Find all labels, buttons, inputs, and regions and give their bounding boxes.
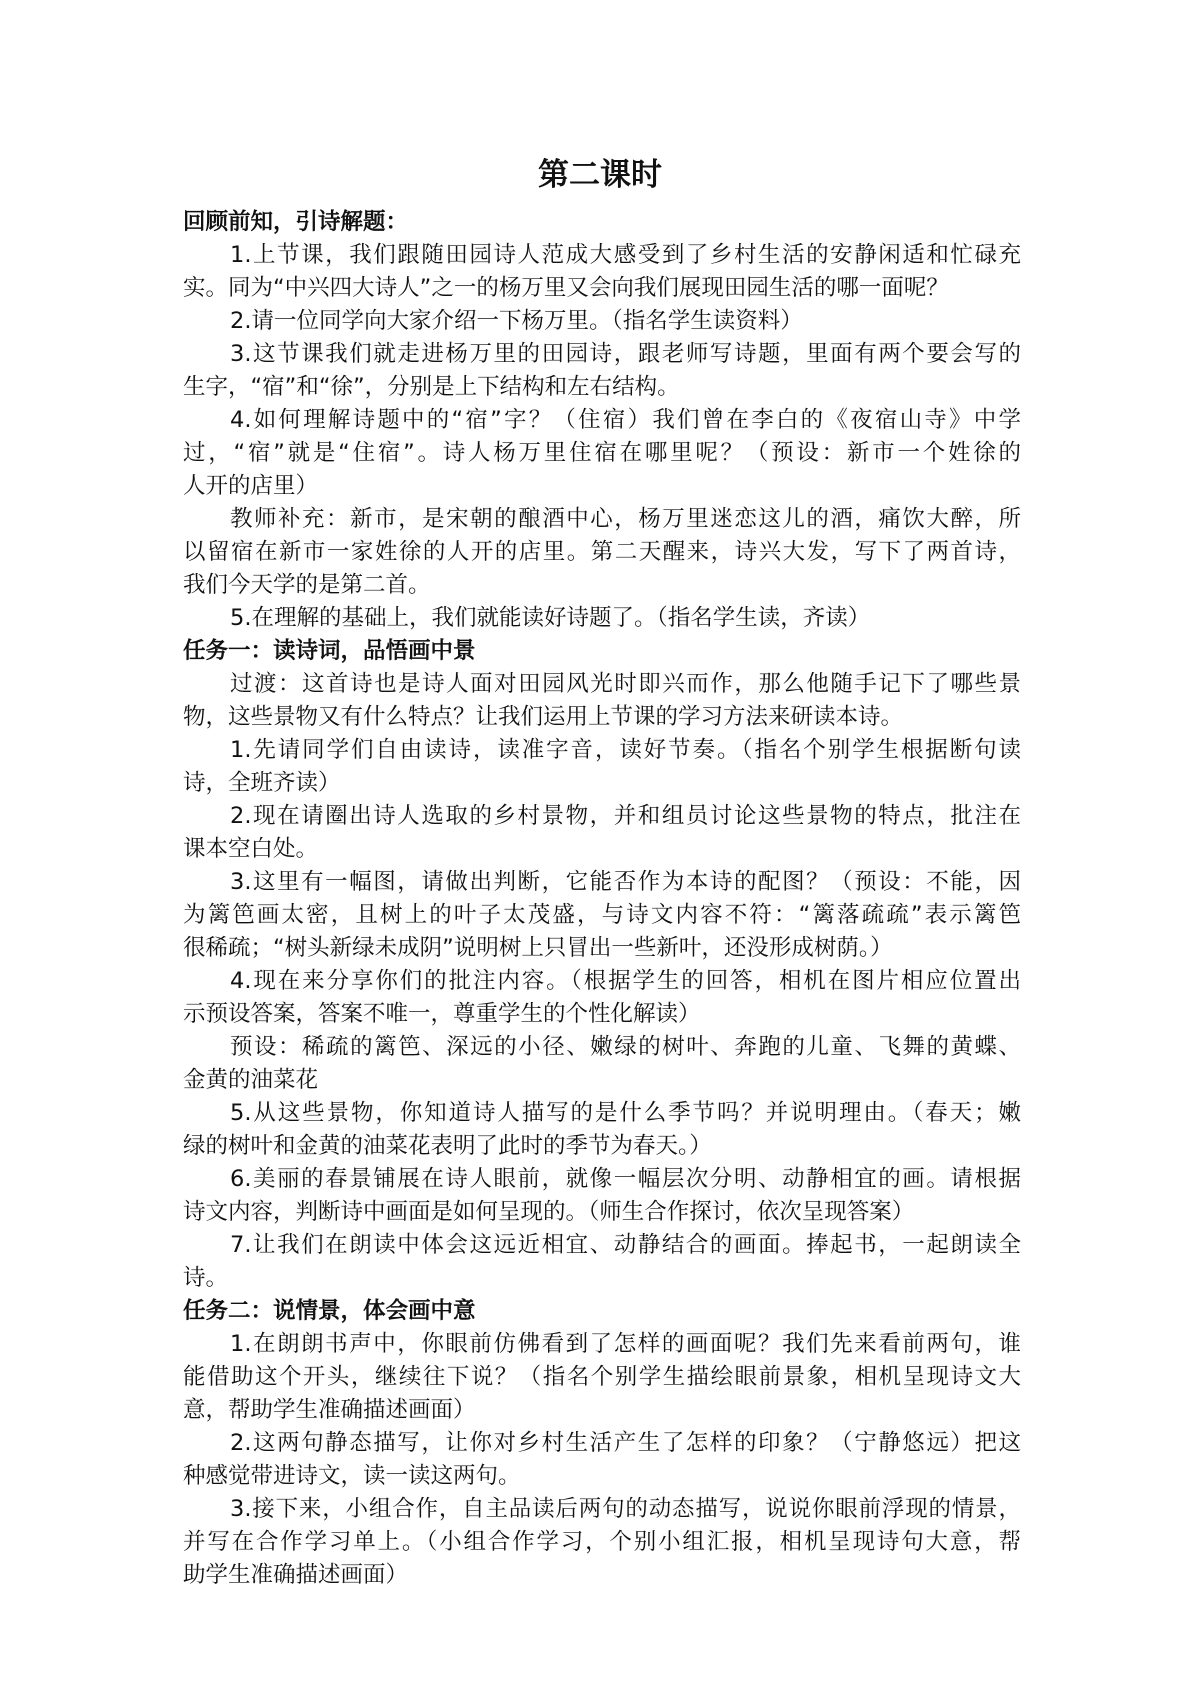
text-line: 课本空白处。 (183, 836, 319, 862)
document-body (183, 206, 1021, 1592)
text-line: 2.这两句静态描写，让你对乡村生活产生了怎样的印象？（宁静悠远）把这 (230, 1430, 1021, 1456)
text-line: 诗文内容，判断诗中画面是如何呈现的。（师生合作探讨，依次呈现答案） (183, 1199, 915, 1225)
text-line: 5.在理解的基础上，我们就能读好诗题了。（指名学生读，齐读） (230, 605, 871, 631)
text-line: 种感觉带进诗文，读一读这两句。 (183, 1463, 521, 1489)
text-line: 为篱笆画太密，且树上的叶子太茂盛，与诗文内容不符：“篱落疏疏”表示篱笆 (183, 902, 1021, 928)
text-line: 金黄的油菜花 (183, 1067, 319, 1093)
text-line: 4.现在来分享你们的批注内容。（根据学生的回答，相机在图片相应位置出 (230, 968, 1021, 994)
text-line: 人开的店里） (183, 473, 319, 499)
section-heading: 回顾前知，引诗解题： (183, 209, 409, 235)
text-line: 并写在合作学习单上。（小组合作学习，个别小组汇报，相机呈现诗句大意，帮 (183, 1529, 1021, 1555)
text-line: 教师补充：新市，是宋朝的酿酒中心，杨万里迷恋这儿的酒，痛饮大醉，所 (230, 506, 1021, 532)
text-line: 生字，“宿”和“徐”，分别是上下结构和左右结构。 (183, 374, 680, 400)
text-line: 4.如何理解诗题中的“宿”字？（住宿）我们曾在李白的《夜宿山寺》中学 (230, 407, 1021, 433)
text-line: 我们今天学的是第二首。 (183, 572, 431, 598)
section-heading: 任务一：读诗词，品悟画中景 (183, 638, 476, 664)
text-line: 2.请一位同学向大家介绍一下杨万里。（指名学生读资料） (230, 308, 803, 334)
text-line: 1.上节课，我们跟随田园诗人范成大感受到了乡村生活的安静闲适和忙碌充 (230, 242, 1021, 268)
text-line: 过渡：这首诗也是诗人面对田园风光时即兴而作，那么他随手记下了哪些景 (230, 671, 1021, 697)
text-line: 1.在朗朗书声中，你眼前仿佛看到了怎样的画面呢？我们先来看前两句，谁 (230, 1331, 1021, 1357)
text-line: 过，“宿”就是“住宿”。诗人杨万里住宿在哪里呢？（预设：新市一个姓徐的 (183, 440, 1021, 466)
section-heading: 任务二：说情景，体会画中意 (183, 1298, 476, 1324)
text-line: 以留宿在新市一家姓徐的人开的店里。第二天醒来，诗兴大发，写下了两首诗， (183, 539, 1021, 565)
text-line: 2.现在请圈出诗人选取的乡村景物，并和组员讨论这些景物的特点，批注在 (230, 803, 1021, 829)
text-line: 助学生准确描述画面） (183, 1562, 409, 1588)
text-line: 7.让我们在朗读中体会这远近相宜、动静结合的画面。捧起书，一起朗读全 (230, 1232, 1021, 1258)
text-line: 预设：稀疏的篱笆、深远的小径、嫩绿的树叶、奔跑的儿童、飞舞的黄蝶、 (230, 1034, 1021, 1060)
text-line: 6.美丽的春景铺展在诗人眼前，就像一幅层次分明、动静相宜的画。请根据 (230, 1166, 1021, 1192)
text-line: 意，帮助学生准确描述画面） (183, 1397, 476, 1423)
text-line: 很稀疏；“树头新绿未成阴”说明树上只冒出一些新叶，还没形成树荫。） (183, 935, 893, 961)
text-line: 3.接下来，小组合作，自主品读后两句的动态描写，说说你眼前浮现的情景， (230, 1496, 1021, 1522)
text-line: 实。同为“中兴四大诗人”之一的杨万里又会向我们展现田园生活的哪一面呢？ (183, 275, 949, 301)
page-title: 第二课时 (538, 157, 662, 193)
text-line: 5.从这些景物，你知道诗人描写的是什么季节吗？并说明理由。（春天；嫩 (230, 1100, 1021, 1126)
text-line: 能借助这个开头，继续往下说？（指名个别学生描绘眼前景象，相机呈现诗文大 (183, 1364, 1021, 1390)
text-line: 诗。 (183, 1265, 229, 1291)
text-line: 示预设答案，答案不唯一，尊重学生的个性化解读） (183, 1001, 701, 1027)
text-line: 3.这里有一幅图，请做出判断，它能否作为本诗的配图？（预设：不能，因 (230, 869, 1021, 895)
text-line: 1.先请同学们自由读诗，读准字音，读好节奏。（指名个别学生根据断句读 (230, 737, 1021, 763)
text-line: 诗，全班齐读） (183, 770, 341, 796)
text-line: 物，这些景物又有什么特点？让我们运用上节课的学习方法来研读本诗。 (183, 704, 904, 730)
text-line: 3.这节课我们就走进杨万里的田园诗，跟老师写诗题，里面有两个要会写的 (230, 341, 1021, 367)
text-line: 绿的树叶和金黄的油菜花表明了此时的季节为春天。） (183, 1133, 712, 1159)
